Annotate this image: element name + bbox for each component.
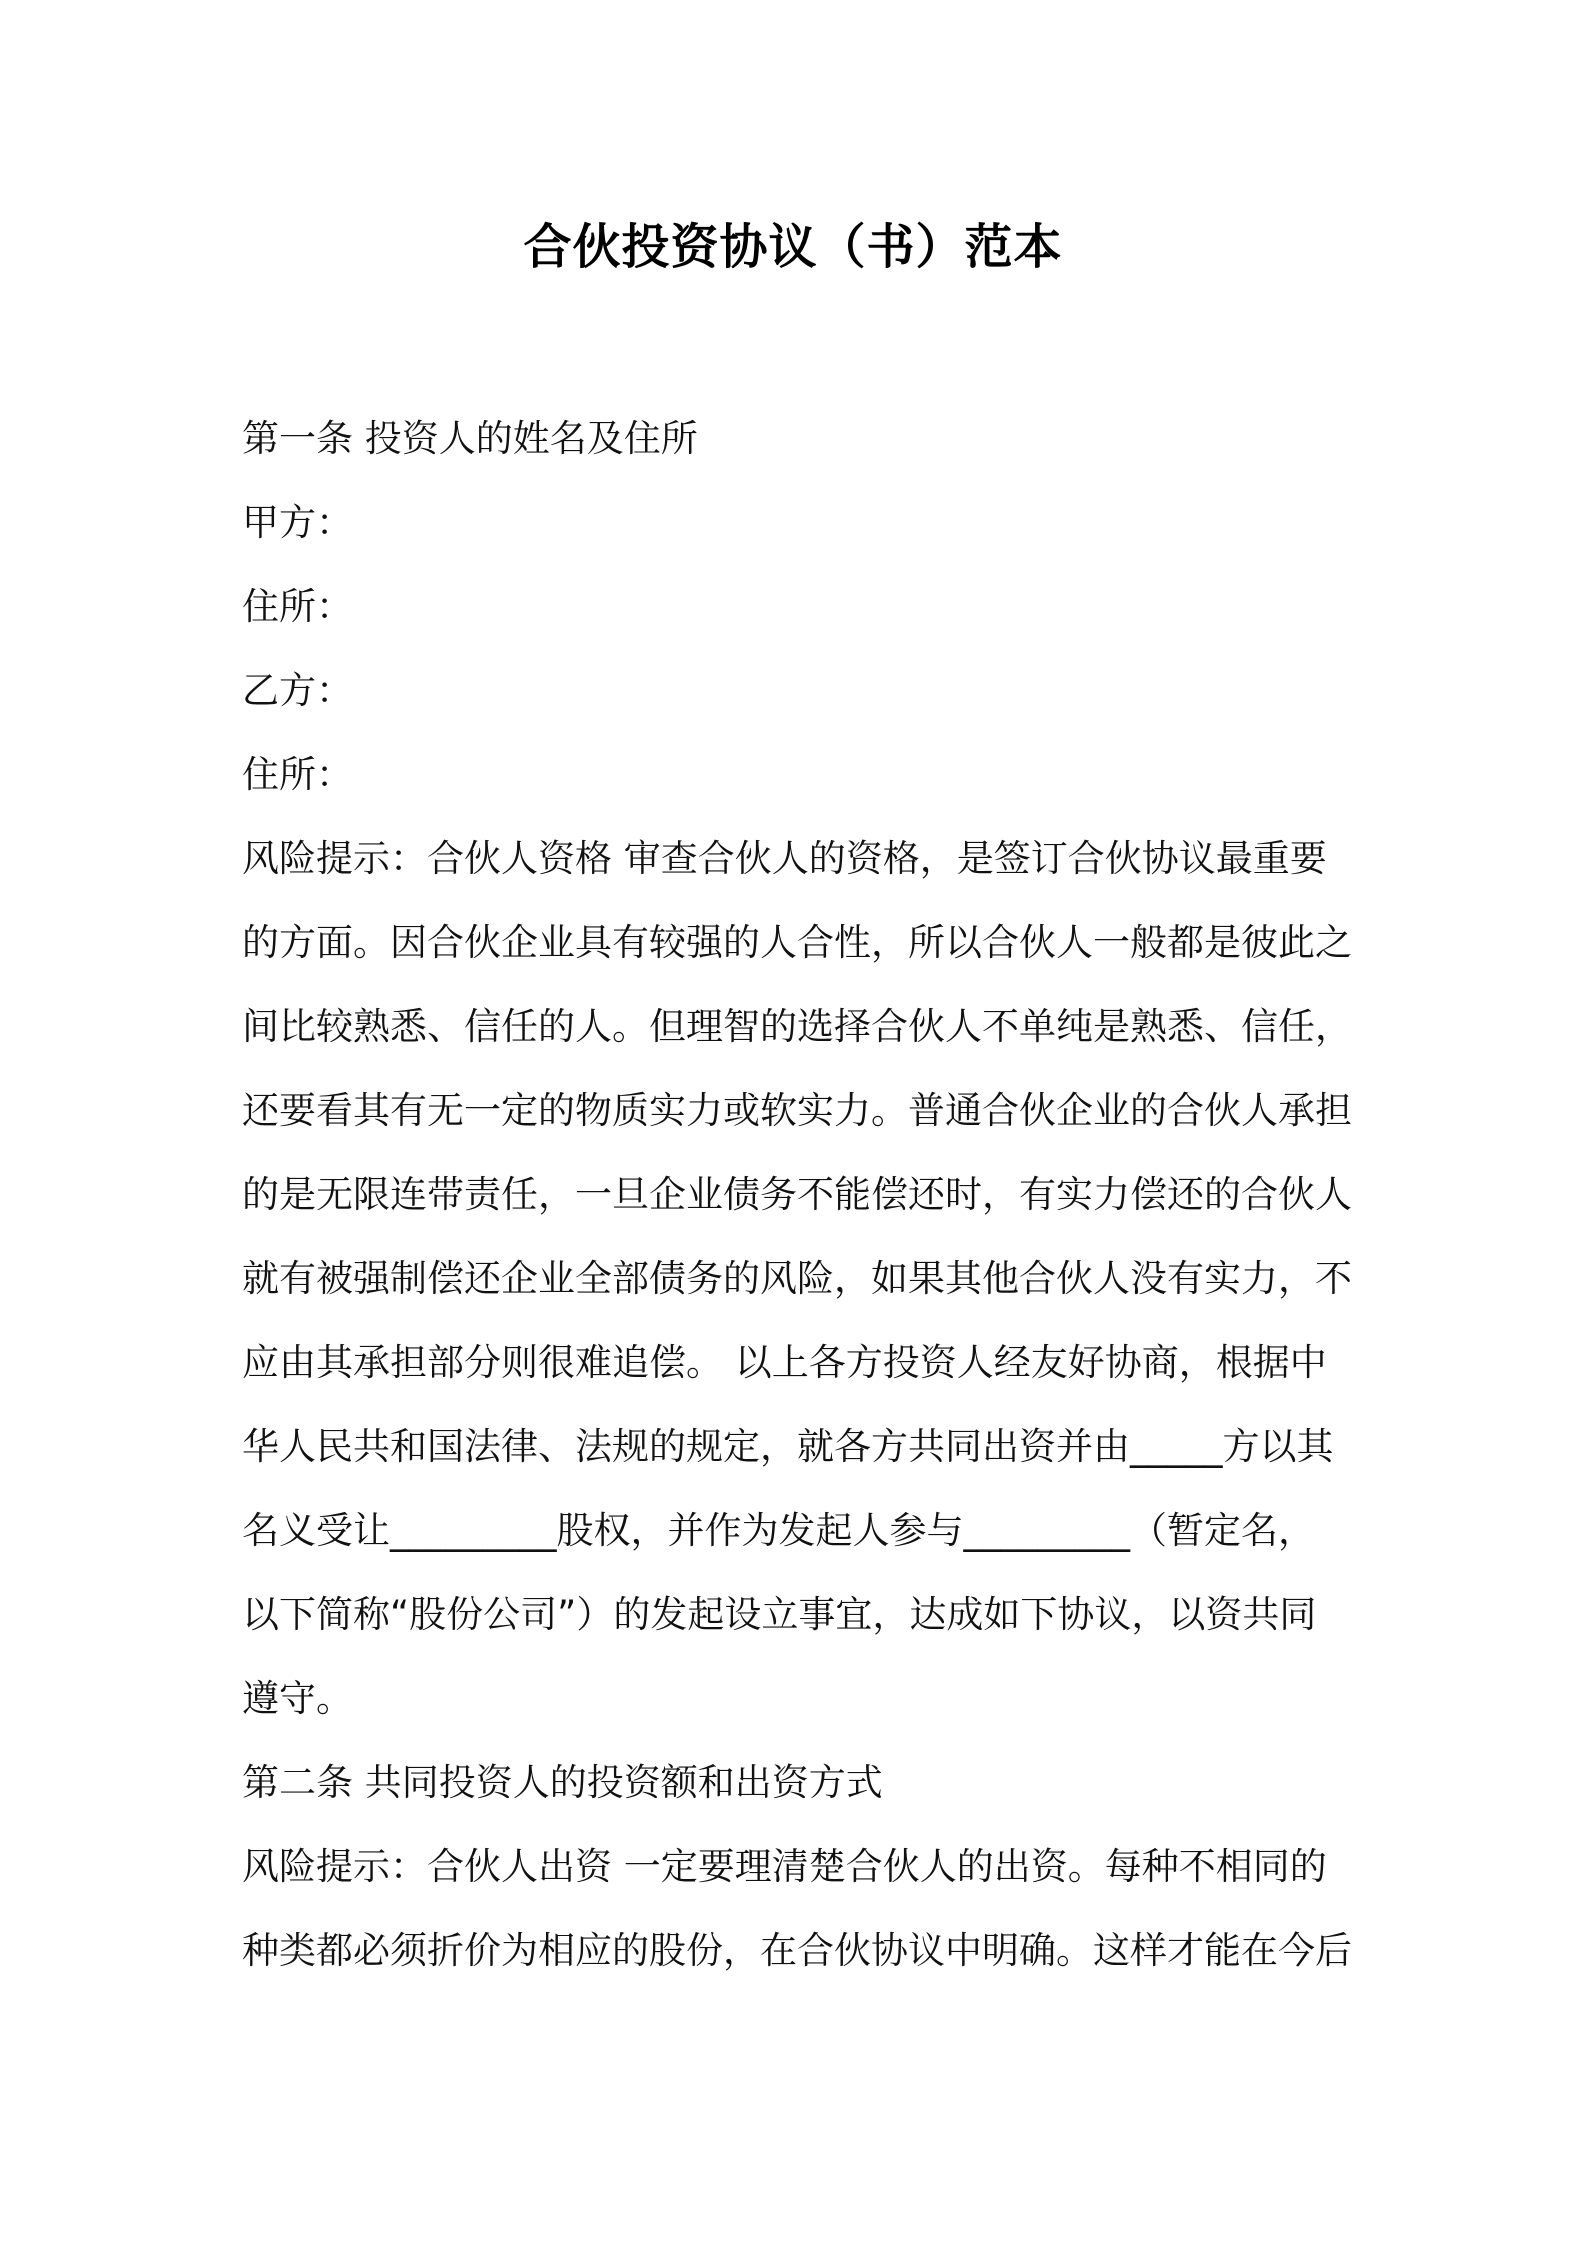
party-b-address-label: 住所： bbox=[242, 753, 353, 796]
party-a-address-label: 住所： bbox=[242, 585, 353, 628]
party-b-label: 乙方： bbox=[242, 669, 353, 712]
risk-note-line: 间比较熟悉、信任的人。但理智的选择合伙人不单纯是熟悉、信任， bbox=[242, 1005, 1352, 1048]
article-1-heading: 第一条 投资人的姓名及住所 bbox=[242, 417, 698, 460]
agreement-paragraph-line: 遵守。 bbox=[242, 1677, 353, 1720]
risk-note-line: 还要看其有无一定的物质实力或软实力。普通合伙企业的合伙人承担 bbox=[242, 1089, 1352, 1132]
agreement-paragraph-line: 以下简称“股份公司”）的发起设立事宜，达成如下协议，以资共同 bbox=[242, 1593, 1317, 1636]
agreement-paragraph-line: 名义受让_________股权，并作为发起人参与_________（暂定名， bbox=[242, 1509, 1315, 1552]
risk-note-line: 种类都必须折价为相应的股份，在合伙协议中明确。这样才能在今后 bbox=[242, 1929, 1352, 1972]
party-a-label: 甲方： bbox=[242, 501, 353, 544]
risk-note-line: 风险提示：合伙人资格 审查合伙人的资格，是签订合伙协议最重要 bbox=[242, 837, 1327, 880]
article-2-heading: 第二条 共同投资人的投资额和出资方式 bbox=[242, 1761, 883, 1804]
agreement-paragraph-line: 华人民共和国法律、法规的规定，就各方共同出资并由_____方以其 bbox=[242, 1425, 1334, 1468]
risk-note-line: 的方面。因合伙企业具有较强的人合性，所以合伙人一般都是彼此之 bbox=[242, 921, 1352, 964]
document-title: 合伙投资协议（书）范本 bbox=[523, 219, 1063, 275]
risk-note-line: 的是无限连带责任，一旦企业债务不能偿还时，有实力偿还的合伙人 bbox=[242, 1173, 1352, 1216]
agreement-paragraph-line: 应由其承担部分则很难追偿。 以上各方投资人经友好协商，根据中 bbox=[242, 1341, 1327, 1384]
document-body bbox=[242, 397, 1354, 1993]
risk-note-line: 风险提示：合伙人出资 一定要理清楚合伙人的出资。每种不相同的 bbox=[242, 1845, 1327, 1888]
risk-note-line: 就有被强制偿还企业全部债务的风险，如果其他合伙人没有实力，不 bbox=[242, 1257, 1352, 1300]
